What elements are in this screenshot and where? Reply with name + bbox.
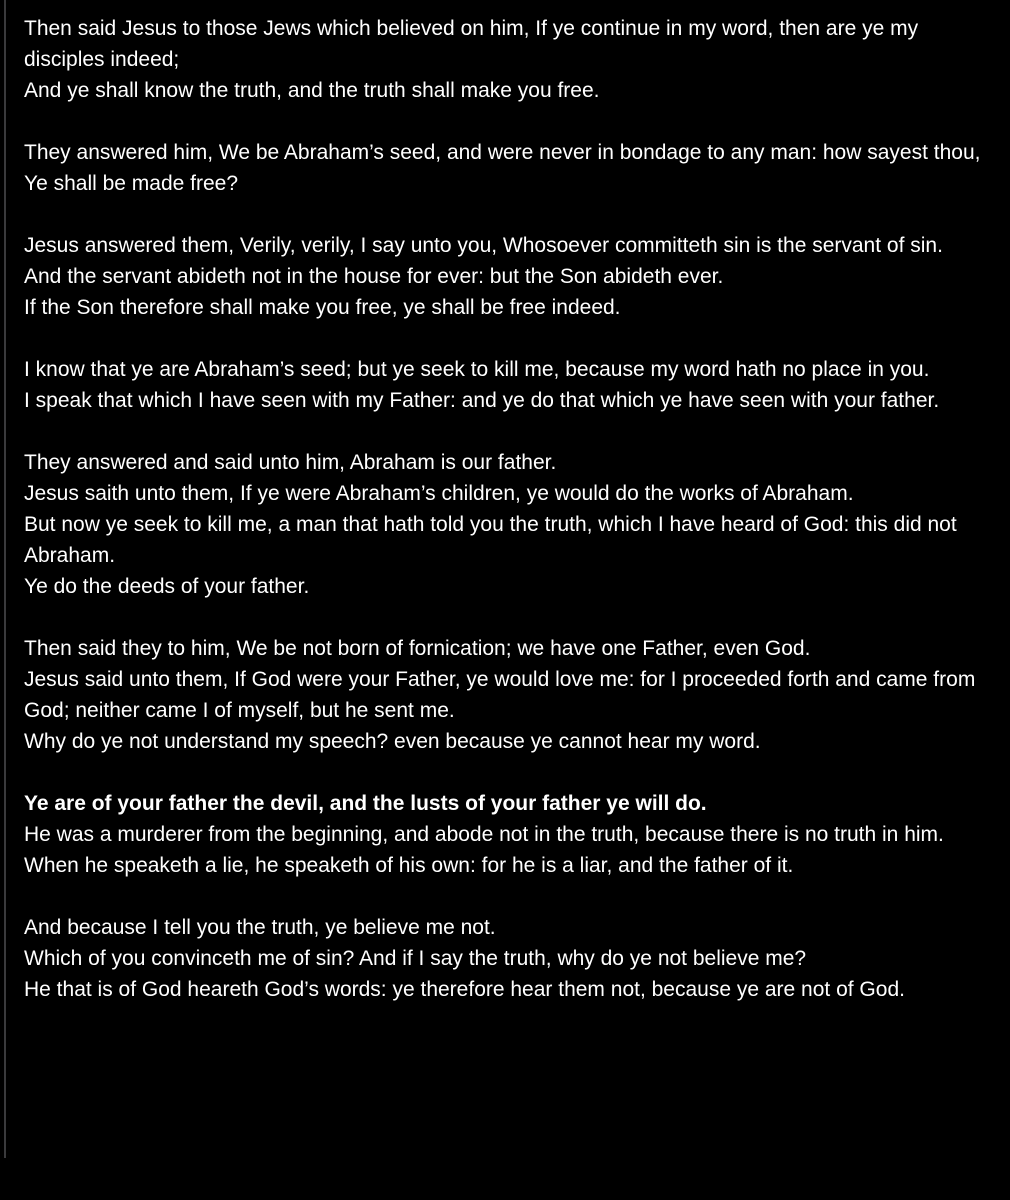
verse-line: And the servant abideth not in the house for ever: but the Son abideth ever. <box>24 265 724 288</box>
verse-line: I know that ye are Abraham’s seed; but ye seek to kill me, because my word hath no place in you. <box>24 358 930 381</box>
paragraph <box>24 230 984 323</box>
verse-line: They answered him, We be Abraham’s seed, and were never in bondage to any man: how sayest thou, Ye shall be made free? <box>24 141 981 195</box>
paragraph <box>24 788 984 881</box>
verse-line: When he speaketh a lie, he speaketh of his own: for he is a liar, and the father of it. <box>24 854 794 877</box>
verse-line: He was a murderer from the beginning, and abode not in the truth, because there is no truth in him. <box>24 823 944 846</box>
verse-line: Which of you convinceth me of sin? And if I say the truth, why do ye not believe me? <box>24 947 807 970</box>
verse-line: Then said Jesus to those Jews which believed on him, If ye continue in my word, then are ye my disciples indeed; <box>24 17 919 71</box>
paragraph <box>24 633 984 757</box>
verse-line: They answered and said unto him, Abraham is our father. <box>24 451 557 474</box>
paragraph <box>24 13 984 106</box>
verse-line: But now ye seek to kill me, a man that hath told you the truth, which I have heard of God: this did not Abraham. <box>24 513 957 567</box>
verse-line: Ye do the deeds of your father. <box>24 575 310 598</box>
verse-line-bold: Ye are of your father the devil, and the lusts of your father ye will do. <box>24 792 707 815</box>
passage-text <box>24 13 984 1005</box>
paragraph <box>24 912 984 1005</box>
verse-line: Then said they to him, We be not born of fornication; we have one Father, even God. <box>24 637 811 660</box>
verse-line: He that is of God heareth God’s words: ye therefore hear them not, because ye are not of God. <box>24 978 905 1001</box>
verse-line: Why do ye not understand my speech? even because ye cannot hear my word. <box>24 730 761 753</box>
paragraph <box>24 447 984 602</box>
verse-line: Jesus said unto them, If God were your Father, ye would love me: for I proceeded forth and came from God; neither came I of myself, but he sent me. <box>24 668 976 722</box>
verse-line: Jesus saith unto them, If ye were Abraham’s children, ye would do the works of Abraham. <box>24 482 854 505</box>
paragraph <box>24 137 984 199</box>
verse-line: I speak that which I have seen with my Father: and ye do that which ye have seen with your father. <box>24 389 940 412</box>
verse-line: If the Son therefore shall make you free, ye shall be free indeed. <box>24 296 621 319</box>
paragraph <box>24 354 984 416</box>
verse-line: Jesus answered them, Verily, verily, I say unto you, Whosoever committeth sin is the servant of sin. <box>24 234 943 257</box>
verse-line: And because I tell you the truth, ye believe me not. <box>24 916 496 939</box>
quote-bar <box>4 0 6 1158</box>
verse-line: And ye shall know the truth, and the truth shall make you free. <box>24 79 600 102</box>
